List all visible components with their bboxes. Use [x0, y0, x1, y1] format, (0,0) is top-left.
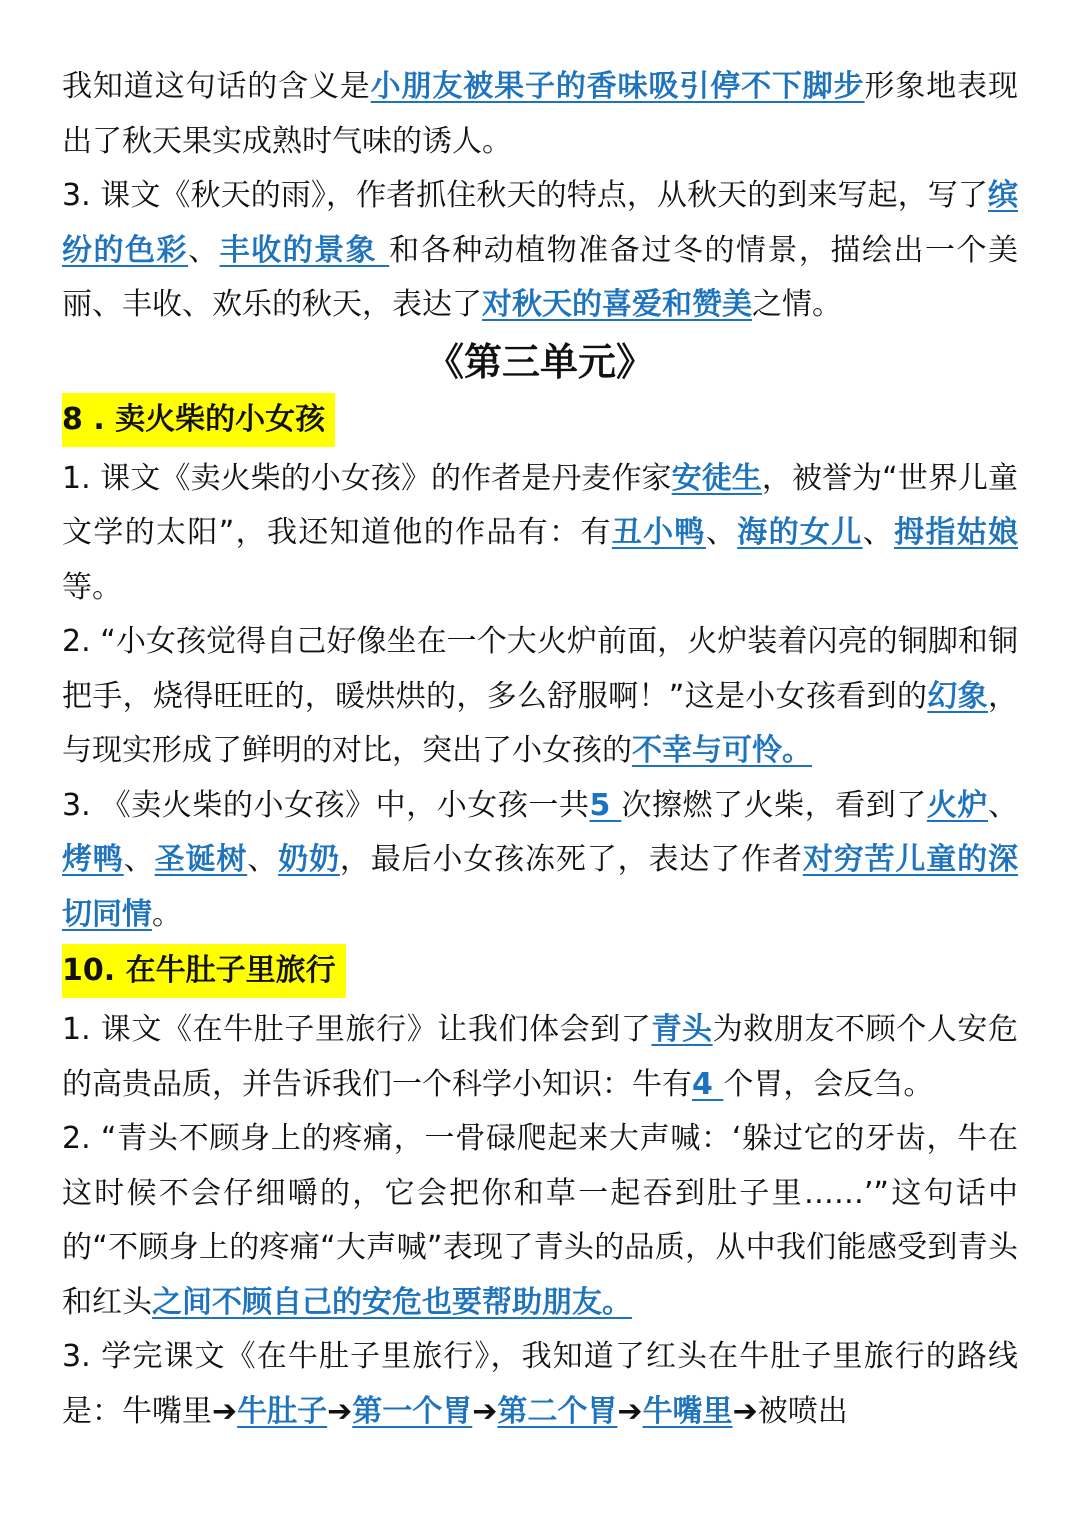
answer-text: 牛嘴里 — [642, 1393, 733, 1429]
answer-text: 4 — [692, 1066, 724, 1102]
lesson-8-heading: 8 . 卖火柴的小女孩 — [62, 393, 335, 447]
answer-text: 丰收的景象 — [219, 232, 390, 268]
body-text: 我知道这句话的含义是 — [62, 69, 371, 104]
answer-text: 拇指姑娘 — [894, 515, 1019, 550]
body-text: 2. “小女孩觉得自己好像坐在一个大火炉前面，火炉装着闪亮的铜脚和铜把手，烧得旺旺的，暖烘烘的，多么舒服啊！”这是小女孩看到的 — [62, 624, 1018, 714]
answer-text: 不幸与可怜。 — [632, 733, 812, 768]
lesson-10-item-2 — [62, 1112, 1018, 1330]
answer-text: 小朋友被果子的香味吸引停不下脚步 — [370, 69, 865, 104]
intro-paragraph — [62, 60, 1018, 169]
body-text: 形象地表现出了秋天果实成熟时气味的诱人。 — [62, 69, 1019, 159]
body-text: 、 — [705, 515, 738, 550]
body-text: 、 — [862, 515, 894, 550]
autumn-rain-item-3 — [62, 169, 1018, 333]
lesson-10-item-3 — [62, 1330, 1018, 1439]
lesson-8-item-3 — [62, 779, 1018, 943]
body-text: ，最后小女孩冻死了，表达了作者 — [339, 842, 803, 877]
unit-title: 《第三单元》 — [425, 339, 654, 384]
answer-text: 第一个胃 — [352, 1393, 473, 1429]
answer-text: 海的女儿 — [737, 515, 863, 550]
body-text: 个胃，会反刍。 — [723, 1066, 934, 1102]
body-text: 为救朋友不顾个人安危的高贵品质，并告诉我们一个科学小知识：牛有 — [62, 1012, 1019, 1102]
body-text: 2. “青头不顾身上的疼痛，一骨碌爬起来大声喊：‘躲过它的牙齿，牛在这时候不会仔细嚼的，它会把你和草一起吞到肚子里……’”这句话中的“不顾身上的疼痛“大声喊”表现了青头的品质，从中我们能感受到青头和红头 — [62, 1121, 1018, 1320]
lesson-8-heading-row — [62, 391, 1018, 452]
body-text: 、 — [188, 232, 220, 268]
answer-text: 对秋天的喜爱和赞美 — [482, 287, 752, 322]
body-text: 3. 课文《秋天的雨》，作者抓住秋天的特点，从秋天的到来写起，写了 — [62, 178, 988, 213]
lesson-8-item-2 — [62, 615, 1018, 779]
body-text: 、 — [123, 842, 155, 877]
answer-text: 丑小鸭 — [611, 515, 706, 550]
body-text: ➔被喷出 — [732, 1393, 848, 1429]
body-text: 1. 课文《卖火柴的小女孩》的作者是丹麦作家 — [62, 460, 672, 496]
answer-text: 5 — [589, 787, 622, 823]
body-text: ，被誉为“世界儿童文学的太阳”，我还知道他的作品有：有 — [62, 460, 1019, 550]
answer-text: 安徒生 — [671, 460, 762, 496]
body-text: 3. 学完课文《在牛肚子里旅行》，我知道了红头在牛肚子里旅行的路线是：牛嘴里➔ — [62, 1339, 1018, 1429]
body-text: ，与现实形成了鲜明的对比，突出了小女孩的 — [62, 678, 1019, 768]
body-text: 、 — [988, 787, 1018, 823]
lesson-8-item-1 — [62, 452, 1018, 616]
lesson-10-item-1 — [62, 1003, 1018, 1112]
body-text: 、 — [247, 842, 279, 877]
answer-text: 青头 — [651, 1012, 713, 1047]
body-text: 3. 《卖火柴的小女孩》中，小女孩一共 — [62, 787, 590, 823]
answer-text: 奶奶 — [278, 842, 340, 877]
lesson-10-heading: 10. 在牛肚子里旅行 — [62, 944, 346, 998]
answer-text: 圣诞树 — [154, 842, 248, 877]
answer-text: 缤纷的色彩 — [62, 178, 1018, 268]
body-text: ➔ — [472, 1393, 498, 1429]
answer-text: 对穷苦儿童的深切同情 — [62, 842, 1019, 932]
lesson-10-heading-row — [62, 942, 1018, 1003]
body-text: ➔ — [617, 1393, 643, 1429]
answer-text: 烤鸭 — [62, 842, 124, 877]
answer-text: 幻象 — [927, 678, 989, 714]
body-text: 次擦燃了火柴，看到了 — [621, 787, 927, 823]
body-text: 等。 — [62, 569, 122, 605]
body-text: 和各种动植物准备过冬的情景，描绘出一个美丽、丰收、欢乐的秋天，表达了 — [62, 232, 1019, 322]
answer-text: 牛肚子 — [237, 1393, 328, 1429]
body-text: 。 — [152, 896, 182, 932]
body-text: ➔ — [327, 1393, 353, 1429]
answer-text: 之间不顾自己的安危也要帮助朋友。 — [152, 1284, 632, 1320]
body-text: 之情。 — [752, 287, 842, 322]
answer-text: 火炉 — [926, 787, 988, 823]
answer-text: 第二个胃 — [497, 1393, 618, 1429]
body-text: 1. 课文《在牛肚子里旅行》让我们体会到了 — [62, 1012, 652, 1047]
